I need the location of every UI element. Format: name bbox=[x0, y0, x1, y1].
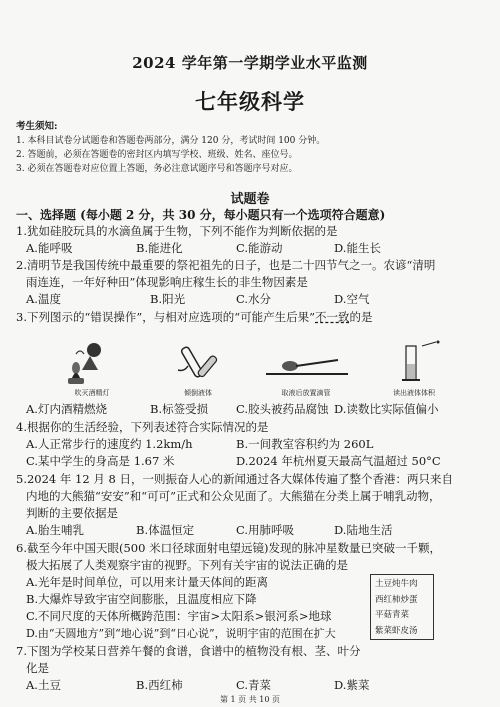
q1-option-d: D.能生长 bbox=[334, 241, 381, 255]
exam-title: 2024 学年第一学期学业水平监测 bbox=[132, 54, 368, 72]
q1-option-a: A.能呼吸 bbox=[26, 241, 73, 255]
q2-option-c: C.水分 bbox=[236, 292, 272, 306]
figure-caption: 取液后放置滴管 bbox=[281, 389, 331, 397]
q2-option-d: D.空气 bbox=[334, 292, 370, 306]
q4-option-b: B.一间教室容积约为 260L bbox=[236, 437, 374, 451]
q5-option-b: B.体温恒定 bbox=[136, 523, 195, 537]
question-3-stem bbox=[16, 309, 373, 325]
page-footer: 第 1 页 共 10 页 bbox=[220, 695, 280, 704]
question-5-stem-line: 内地的大熊猫“安安”和“可可”正式和公众见面了。大熊猫在分类上属于哺乳动物， bbox=[26, 489, 441, 503]
question-7-stem-line: 7.下图为学校某日营养午餐的食谱，食谱中的植物没有根、茎、叶分 bbox=[16, 644, 361, 658]
q5-option-c: C.用肺呼吸 bbox=[236, 523, 295, 537]
question-7-stem-line: 化是 bbox=[26, 661, 49, 675]
q3-option-b: B.标签受损 bbox=[150, 402, 209, 416]
menu-item: 平菇青菜 bbox=[375, 610, 410, 620]
menu-item: 西红柿炒蛋 bbox=[375, 594, 418, 605]
pour-liquid-icon bbox=[148, 340, 248, 388]
paper-title: 试题卷 bbox=[230, 192, 270, 207]
question-2-stem-line: 雨连连，一年好种田”体现影响庄稼生长的非生物因素是 bbox=[26, 275, 308, 289]
question-6-stem-line: 6.截至今年中国天眼(500 米口径球面射电望远镜)发现的脉冲星数量已突破一千颗， bbox=[16, 541, 442, 555]
q2-option-a: A.温度 bbox=[26, 292, 61, 306]
question-2-stem-line: 2.清明节是我国传统中最重要的祭祀祖先的日子，也是二十四节气之一。农谚“清明 bbox=[16, 258, 436, 272]
notice-item: 3. 必须在答题卷对应位置上答题，务必注意试题序号和答题序号对应。 bbox=[16, 164, 298, 174]
q3-option-d: D.读数比实际值偏小 bbox=[334, 402, 439, 416]
q5-option-a: A.胎生哺乳 bbox=[26, 523, 84, 537]
lunch-menu-box bbox=[370, 574, 434, 640]
q4-option-a: A.人正常步行的速度约 1.2km/h bbox=[26, 437, 193, 451]
q1-option-c: C.能游动 bbox=[236, 241, 283, 255]
subject-title: 七年级科学 bbox=[195, 89, 305, 114]
q3-stem-emphasis: 不一致 bbox=[315, 310, 350, 324]
question-6-stem-line: 极大拓展了人类观察宇宙的视野。下列有关宇宙的说法正确的是 bbox=[26, 558, 348, 572]
notice-item: 1. 本科目试卷分试题卷和答题卷两部分，满分 120 分，考试时间 100 分钟。 bbox=[16, 136, 326, 146]
q7-option-a: A.土豆 bbox=[26, 678, 61, 692]
pour-liquid-figure bbox=[148, 340, 248, 398]
q7-option-c: C.青菜 bbox=[236, 678, 272, 692]
q1-option-b: B.能进化 bbox=[136, 241, 183, 255]
section-heading: 一、选择题 (每小题 2 分，共 30 分，每小题只有一个选项符合题意) bbox=[16, 208, 386, 222]
cylinder-icon bbox=[364, 340, 464, 388]
menu-item: 土豆炖牛肉 bbox=[375, 579, 418, 589]
q3-stem-post: 的是 bbox=[349, 310, 373, 324]
q5-option-d: D.陆地生活 bbox=[334, 523, 393, 537]
notice-title: 考生须知: bbox=[16, 121, 58, 132]
dropper-icon bbox=[256, 340, 356, 388]
q2-option-b: B.阳光 bbox=[150, 292, 186, 306]
q6-option-b: B.大爆炸导致宇宙空间膨胀，且温度相应下降 bbox=[26, 592, 257, 606]
menu-item: 紫菜虾皮汤 bbox=[375, 625, 418, 636]
q6-option-c: C.不同尺度的天体所概跨范围：宇宙>太阳系>银河系>地球 bbox=[26, 609, 332, 623]
blow-out-lamp-figure bbox=[42, 340, 142, 398]
question-1-stem: 1.犹如硅胶玩具的水滴鱼属于生物，下列不能作为判断依据的是 bbox=[16, 224, 338, 238]
question-4-stem: 4.根据你的生活经验，下列表述符合实际情况的是 bbox=[16, 420, 269, 434]
q6-option-d: D.由“天圆地方”到“地心说”到“日心说”，说明宇宙的范围在扩大 bbox=[26, 627, 336, 640]
read-volume-figure bbox=[364, 340, 464, 398]
q3-stem-pre: 3.下列图示的“错误操作”，与相对应选项的“可能产生后果” bbox=[16, 310, 315, 324]
q4-option-c: C.某中学生的身高是 1.67 米 bbox=[26, 454, 175, 468]
q3-option-a: A.灯内酒精燃烧 bbox=[26, 402, 107, 416]
exam-notice bbox=[16, 120, 484, 176]
q7-option-b: B.西红柿 bbox=[136, 678, 183, 692]
question-5-stem-line: 5.2024 年 12 月 8 日，一则振奋人心的新闻通过各大媒体传遍了整个香港：两只来自 bbox=[16, 472, 453, 486]
q4-option-d: D.2024 年杭州夏天最高气温超过 50°C bbox=[236, 454, 441, 468]
figure-caption: 吹灭酒精灯 bbox=[74, 389, 110, 397]
dropper-figure bbox=[256, 340, 356, 398]
notice-item: 2. 答题前，必须在答题卷的密封区内填写学校、班级、姓名、座位号。 bbox=[16, 150, 298, 160]
figure-caption: 倾倒液体 bbox=[184, 389, 212, 397]
q7-option-d: D.紫菜 bbox=[334, 678, 370, 692]
q6-option-a: A.光年是时间单位，可以用来计量天体间的距离 bbox=[26, 575, 268, 589]
question-5-stem-line: 判断的主要依据是 bbox=[26, 506, 118, 520]
alcohol-lamp-icon bbox=[42, 340, 142, 388]
q3-option-c: C.胶头被药品腐蚀 bbox=[236, 402, 329, 416]
figure-caption: 读出液体体积 bbox=[393, 389, 435, 397]
q3-figures bbox=[30, 340, 490, 398]
